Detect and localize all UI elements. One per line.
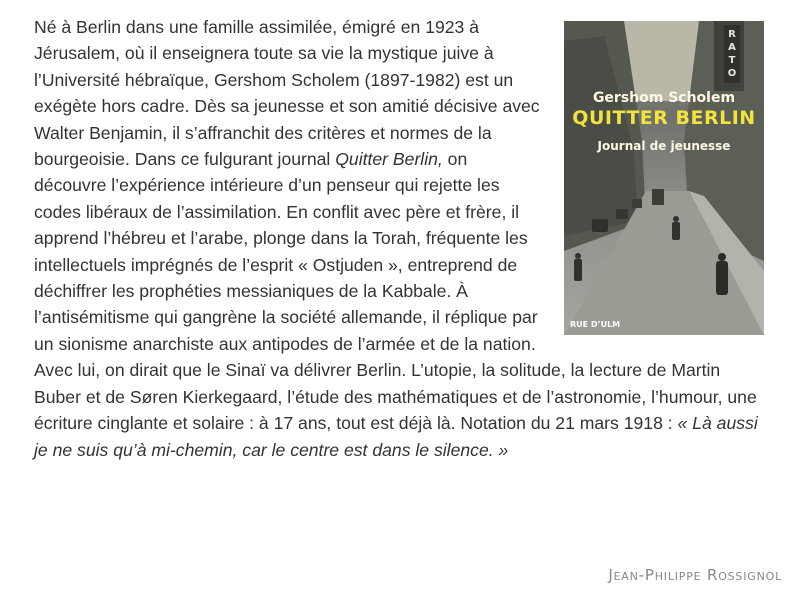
author-signature: Jean-Philippe Rossignol: [608, 566, 782, 584]
review-text-part-1: Né à Berlin dans une famille assimilée, émigré en 1923 à Jérusalem, où il enseignera toute sa vie la mystique juive à l’Université hébraïque, Gershom Scholem (1897-1982) est un exégète hors cadre. Dès sa jeunesse et son amitié décisive avec Walter Benjamin, il s’affranchit des critères et normes de la bourgeoisie. Dans ce fulgurant journal: [34, 17, 540, 170]
pedestrian-3-head: [575, 253, 581, 259]
cover-author: Gershom Scholem: [592, 90, 736, 106]
closing-quote: « Là aussi je ne suis qu’à mi-chemin, car le centre est dans le silence. »: [34, 413, 758, 460]
car-1: [592, 219, 608, 232]
street-scene-illustration: [564, 21, 764, 335]
vertical-sign-letter-0: R: [728, 29, 736, 40]
review-text-part-2: on découvre l’expérience intérieure d’un penseur qui rejette les codes libéraux de l’assimilation. En conflit avec père et frère, il apprend l’hébreu et l’arabe, plonge dans la Torah, fréquente les intellectuels imprégnés de l’esprit « Ostjuden », entreprend de déchiffrer les prophéties messianiques de la Kabbale. À l’antisémitisme qui gangrène la société allemande, il réplique par un sionisme anarchiste aux antipodes de l’armée et de la nation. Avec lui, on dirait que le Sinaï va délivrer Berlin. L’utopie, la solitude, la lecture de Martin Buber et de Søren Kierkegaard, l’étude des mathématiques et de l’astronomie, l’humour, une écriture cinglante et solaire : à 17 ans, tout est déjà là. Notation du 21 mars 1918 :: [34, 149, 757, 434]
car-2: [616, 209, 628, 219]
pedestrian-1-head: [718, 253, 726, 261]
vertical-sign-letter-1: A: [728, 42, 736, 53]
vertical-sign-letter-3: O: [727, 68, 737, 79]
pedestrian-2-head: [673, 216, 679, 222]
book-title-inline: Quitter Berlin,: [335, 149, 443, 170]
pedestrian-3-body: [574, 259, 582, 281]
book-cover-image: [564, 21, 764, 335]
cover-title: QUITTER BERLIN: [572, 107, 756, 129]
cover-subtitle: Journal de jeunesse: [597, 139, 731, 153]
tram: [652, 189, 664, 205]
pedestrian-2-body: [672, 222, 680, 240]
pedestrian-1-body: [716, 261, 728, 295]
cover-publisher: RUE D’ULM: [570, 320, 621, 329]
car-3: [632, 199, 642, 208]
vertical-sign-letter-2: T: [728, 55, 736, 66]
review-article: [34, 14, 764, 463]
